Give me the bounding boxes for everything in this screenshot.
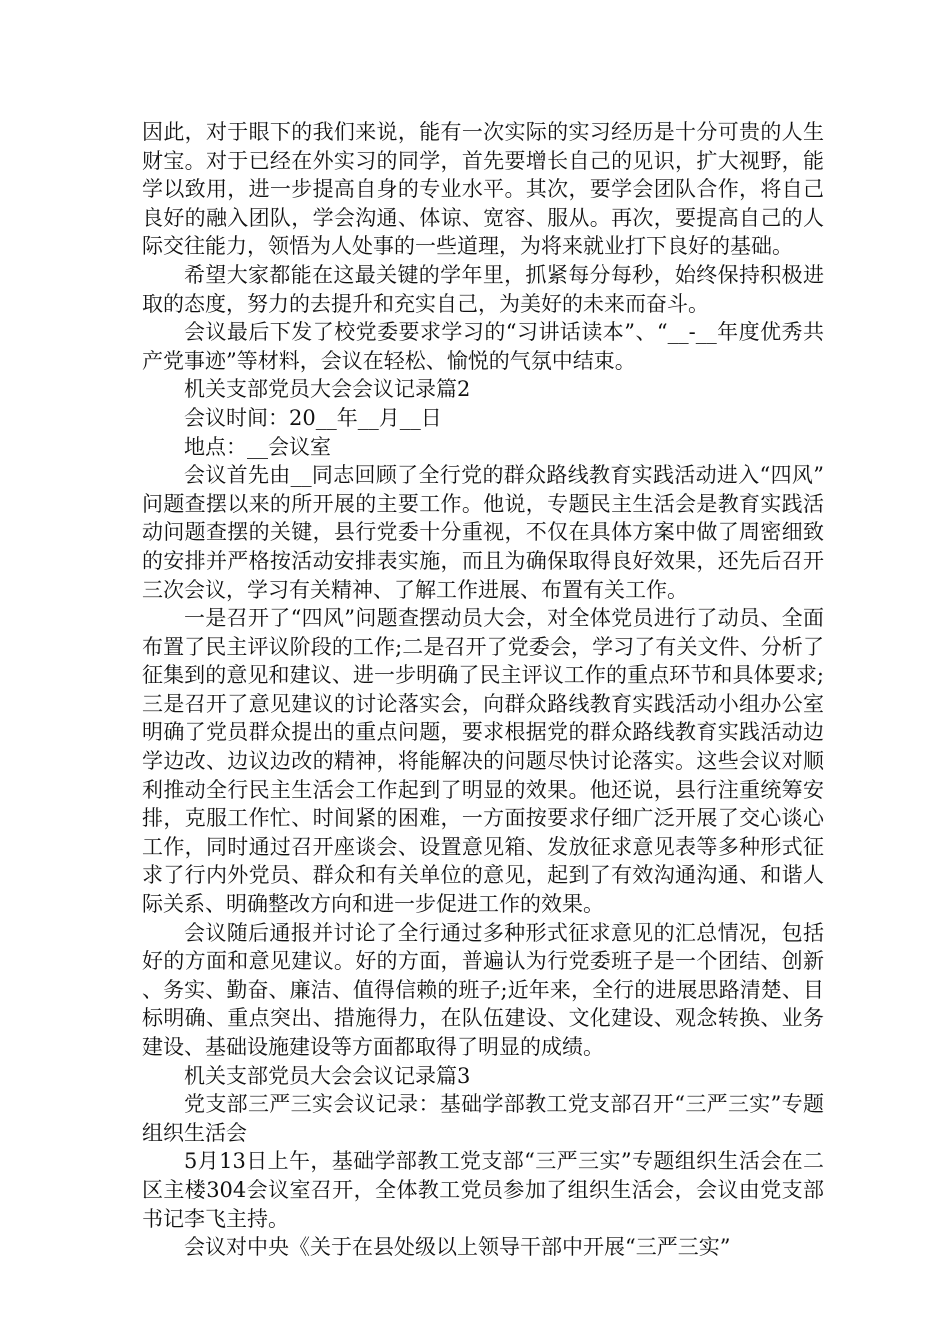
section-heading: 机关支部党员大会会议记录篇2: [184, 377, 471, 402]
meeting-time: 会议时间：20__年__月__日: [184, 405, 442, 430]
body-paragraph: 希望大家都能在这最关键的学年里，抓紧每分每秒，始终保持积极进取的态度，努力的去提升和充实自己，为美好的未来而奋斗。: [142, 262, 824, 316]
body-paragraph: 会议随后通报并讨论了全行通过多种形式征求意见的汇总情况，包括好的方面和意见建议。好的方面，普遍认为行党委班子是一个团结、创新、务实、勤奋、廉洁、值得信赖的班子;近年来，全行的进展思路清楚、目标明确、重点突出、措施得力，在队伍建设、文化建设、观念转换、业务建设、基础设施建设等方面都取得了明显的成绩。: [142, 920, 824, 1059]
body-paragraph: 会议首先由__同志回顾了全行党的群众路线教育实践活动进入“四风”问题查摆以来的所开展的主要工作。他说，专题民主生活会是教育实践活动问题查摆的关键，县行党委十分重视，不仅在具体方案中做了周密细致的安排并严格按活动安排表实施，而且为确保取得良好效果，还先后召开三次会议，学习有关精神、了解工作进展、布置有关工作。: [142, 463, 824, 602]
body-paragraph: 一是召开了“四风”问题查摆动员大会，对全体党员进行了动员、全面布置了民主评议阶段的工作;二是召开了党委会，学习了有关文件、分析了征集到的意见和建议、进一步明确了民主评议工作的重点环节和具体要求;三是召开了意见建议的讨论落实会，向群众路线教育实践活动小组办公室明确了党员群众提出的重点问题，要求根据党的群众路线教育实践活动边学边改、边议边改的精神，将能解决的问题尽快讨论落实。这些会议对顺利推动全行民主生活会工作起到了明显的效果。他还说，县行注重统筹安排，克服工作忙、时间紧的困难，一方面按要求仔细广泛开展了交心谈心工作，同时通过召开座谈会、设置意见箱、发放征求意见表等多种形式征求了行内外党员、群众和有关单位的意见，起到了有效沟通沟通、和谐人际关系、明确整改方向和进一步促进工作的效果。: [142, 606, 824, 917]
body-paragraph: 因此，对于眼下的我们来说，能有一次实际的实习经历是十分可贵的人生财宝。对于已经在外实习的同学，首先要增长自己的见识，扩大视野，能学以致用，进一步提高自身的专业水平。其次，要学会团队合作，将自己良好的融入团队，学会沟通、体谅、宽容、服从。再次，要提高自己的人际交往能力，领悟为人处事的一些道理，为将来就业打下良好的基础。: [142, 120, 824, 259]
body-paragraph: 5月13日上午，基础学部教工党支部“三严三实”专题组织生活会在二区主楼304会议室召开，全体教工党员参加了组织生活会，会议由党支部书记李飞主持。: [142, 1149, 824, 1231]
section-heading: 机关支部党员大会会议记录篇3: [184, 1063, 471, 1088]
document-page: [142, 118, 824, 1262]
body-paragraph: 会议最后下发了校党委要求学习的“习讲话读本”、“__-__年度优秀共产党事迹”等材料，会议在轻松、愉悦的气氛中结束。: [142, 320, 824, 373]
body-paragraph: 党支部三严三实会议记录：基础学部教工党支部召开“三严三实”专题组织生活会: [142, 1092, 824, 1145]
meeting-location: 地点：__会议室: [184, 434, 331, 459]
body-paragraph: 会议对中央《关于在县处级以上领导干部中开展“三严三实”: [184, 1235, 731, 1260]
